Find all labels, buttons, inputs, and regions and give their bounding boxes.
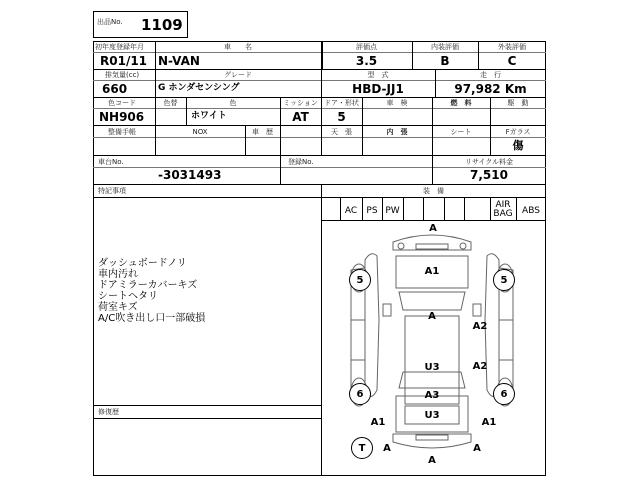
color-code-label: 色コード — [108, 99, 136, 107]
car-name-value: N-VAN — [158, 54, 200, 68]
displacement-label: 排気量(cc) — [105, 71, 140, 79]
windshield-value: 傷 — [512, 139, 524, 152]
note-item: ダッシュボードノリ — [98, 258, 187, 269]
repair-history-label: 修復歴 — [98, 408, 119, 416]
equipment-ps: PS — [366, 206, 378, 216]
equipment-pw: PW — [385, 206, 400, 216]
equipment-ac: AC — [344, 206, 358, 216]
damage-mark-front-bumper: A — [429, 223, 437, 234]
mileage-label: 走 行 — [480, 71, 501, 79]
seat-label: シート — [450, 128, 472, 136]
car-name-label: 車 名 — [224, 43, 252, 51]
note-item: シートヘタリ — [98, 291, 158, 302]
color-label: 色 — [229, 99, 237, 107]
model-label: 型 式 — [367, 71, 389, 79]
mission-value: AT — [292, 110, 309, 124]
damage-mark-left-rear-quarter: A1 — [370, 417, 386, 428]
tire-front-right-mark: 5 — [493, 269, 515, 291]
damage-mark-hood: A1 — [424, 266, 440, 277]
interior-grade-value: B — [440, 54, 450, 68]
nox-label: NOX — [192, 128, 208, 136]
interior-lining-label: 内 張 — [386, 128, 408, 136]
interior-grade-label: 内装評価 — [431, 43, 459, 51]
doors-label: ドア・形状 — [324, 99, 359, 107]
lot-number-box — [93, 11, 188, 38]
score-label: 評価点 — [356, 43, 377, 51]
damage-mark-roof: U3 — [424, 362, 440, 373]
note-item: A/C吹き出し口一部破損 — [98, 313, 206, 324]
exterior-grade-value: C — [507, 54, 517, 68]
maintenance-book-label: 整備手帳 — [108, 128, 136, 136]
note-item: 車内汚れ — [98, 269, 138, 280]
damage-mark-rear-right: A — [473, 443, 481, 454]
damage-mark-right-rear-quarter: A1 — [481, 417, 497, 428]
damage-mark-right-rear-door: A2 — [472, 361, 488, 372]
tire-rear-left-mark: 6 — [349, 383, 371, 405]
equipment-airbag: AIR BAG — [493, 200, 513, 219]
note-item: ドアミラーカバーキズ — [98, 280, 198, 291]
history-label: 車 歴 — [252, 128, 273, 136]
inspection-label: 車 検 — [386, 99, 408, 107]
tire-rear-right-mark: 6 — [493, 383, 515, 405]
spare-tire-mark: T — [351, 437, 373, 459]
drive-label: 駆 動 — [507, 99, 529, 107]
note-item: 荷室キズ — [98, 302, 138, 313]
equipment-abs: ABS — [522, 206, 540, 216]
equipment-section-label: 装 備 — [423, 187, 444, 195]
grade-value: G ホンダセンシング — [158, 83, 240, 93]
chassis-number-value: -3031493 — [158, 168, 222, 182]
recycle-fee-value: 7,510 — [470, 168, 508, 182]
windshield-label: Fガラス — [505, 128, 531, 136]
lot-number-value: 1109 — [141, 16, 183, 34]
first-registration-label: 初年度登録年月 — [95, 43, 144, 51]
first-registration-value: R01/11 — [100, 54, 148, 68]
roof-lining-label: 天 張 — [331, 128, 352, 136]
fuel-label: 燃 料 — [450, 99, 472, 107]
doors-value: 5 — [337, 110, 346, 124]
grade-label: グレード — [224, 71, 252, 79]
notes-section-label: 特記事項 — [98, 187, 126, 195]
damage-mark-right-front-door: A2 — [472, 321, 488, 332]
mission-label: ミッション — [283, 99, 318, 107]
mileage-value: 97,982 Km — [454, 82, 527, 96]
displacement-value: 660 — [102, 82, 128, 96]
score-value: 3.5 — [355, 54, 378, 68]
damage-mark-rear-bumper: A — [428, 455, 436, 466]
registration-number-label: 登録No. — [288, 158, 314, 166]
tire-front-left-mark: 5 — [349, 269, 371, 291]
lot-number-label: 出品No. — [97, 18, 123, 26]
damage-mark-back-door: U3 — [424, 410, 440, 421]
recycle-fee-label: リサイクル料金 — [464, 158, 514, 166]
color-value: ホワイト — [191, 111, 227, 121]
color-code-value: NH906 — [99, 110, 145, 124]
model-value: HBD-JJ1 — [352, 82, 404, 96]
car-diagram-outline — [321, 220, 546, 476]
damage-mark-rear-left: A — [383, 443, 391, 454]
damage-mark-roof-front: A — [428, 311, 436, 322]
color-swap-label: 色替 — [163, 99, 178, 107]
chassis-number-label: 車台No. — [98, 158, 124, 166]
damage-mark-rear-top: A3 — [424, 390, 440, 401]
exterior-grade-label: 外装評価 — [498, 43, 526, 51]
